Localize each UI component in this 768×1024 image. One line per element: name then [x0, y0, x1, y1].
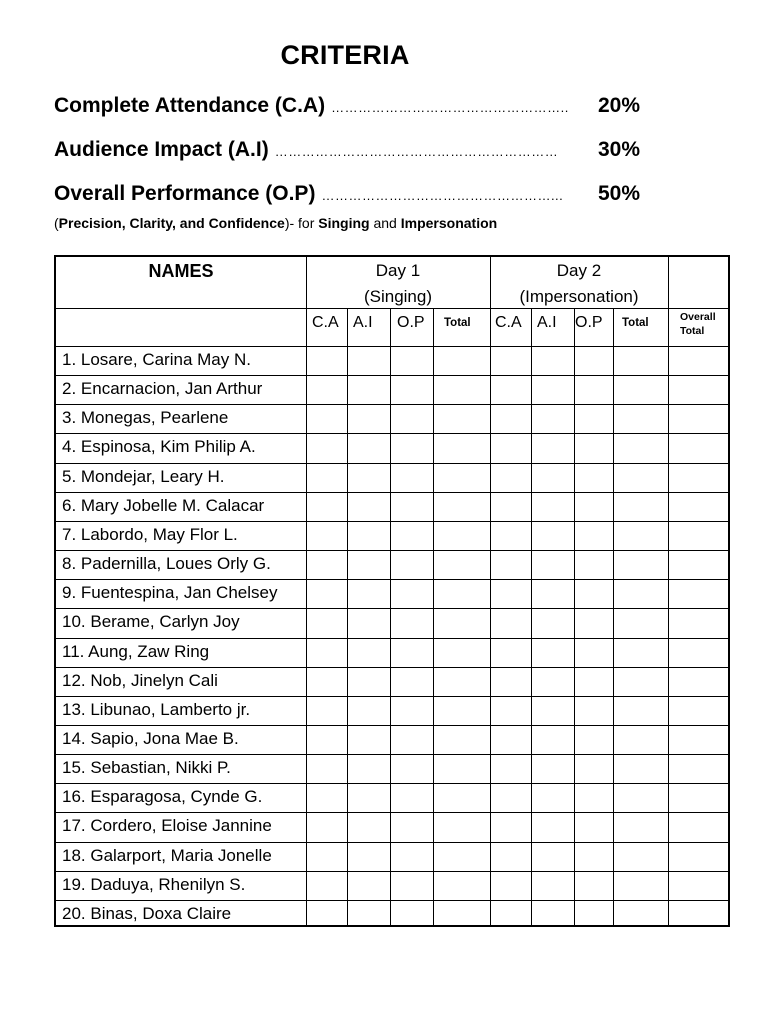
row-divider: [306, 433, 728, 434]
contestant-name: 17. Cordero, Eloise Jannine: [62, 816, 272, 835]
names-header: NAMES: [148, 261, 214, 281]
names-column-divider: [306, 257, 307, 925]
contestant-name: 2. Encarnacion, Jan Arthur: [62, 379, 263, 398]
row-divider: [306, 842, 728, 843]
row-divider: [56, 521, 306, 522]
day1-subcolumn-divider: [390, 308, 391, 925]
contestant-name: 13. Libunao, Lamberto jr.: [62, 700, 251, 719]
row-divider: [306, 404, 728, 405]
note-for: )- for: [284, 215, 319, 231]
criterion-label: Audience Impact (A.I): [54, 138, 269, 161]
row-divider: [56, 550, 306, 551]
contestant-name: 8. Padernilla, Loues Orly G.: [62, 554, 271, 573]
row-divider: [56, 375, 306, 376]
contestant-name: 6. Mary Jobelle M. Calacar: [62, 496, 265, 515]
row-divider: [56, 812, 306, 813]
day1-ai-header: A.I: [353, 314, 373, 331]
row-divider: [56, 608, 306, 609]
row-divider: [56, 900, 306, 901]
contestant-name: 11. Aung, Zaw Ring: [62, 642, 210, 661]
names-subheader-divider: [56, 346, 306, 347]
day2-total-header: Total: [622, 317, 649, 329]
day2-op-header: O.P: [575, 314, 603, 331]
note-open-paren: (: [54, 215, 59, 231]
leader-dots: ……………………………………………...: [321, 188, 564, 203]
overall-total-header: [668, 310, 730, 338]
note-event-impersonation: Impersonation: [400, 215, 498, 231]
total-label: Total: [680, 325, 705, 337]
day1-subcolumn-divider: [347, 308, 348, 925]
row-divider: [306, 812, 728, 813]
contestant-name: 14. Sapio, Jona Mae B.: [62, 729, 239, 748]
header-divider: [56, 308, 728, 309]
row-divider: [56, 404, 306, 405]
contestant-name: 3. Monegas, Pearlene: [62, 408, 229, 427]
row-divider: [306, 667, 728, 668]
row-divider: [306, 783, 728, 784]
contestant-name: 18. Galarport, Maria Jonelle: [62, 846, 272, 865]
contestant-name: 5. Mondejar, Leary H.: [62, 467, 225, 486]
contestant-name: 19. Daduya, Rhenilyn S.: [62, 875, 246, 894]
row-divider: [56, 433, 306, 434]
contestant-name: 15. Sebastian, Nikki P.: [62, 758, 231, 777]
row-divider: [306, 638, 728, 639]
criterion-percent: 50%: [597, 182, 640, 205]
row-divider: [306, 725, 728, 726]
leader-dots: ……………………………………………..: [331, 100, 569, 115]
criterion-complete-attendance: [54, 94, 640, 118]
row-divider: [306, 900, 728, 901]
row-divider: [56, 725, 306, 726]
contestant-name: 4. Espinosa, Kim Philip A.: [62, 437, 256, 456]
day1-subcolumn-divider: [433, 308, 434, 925]
criterion-label: Complete Attendance (C.A): [54, 94, 326, 117]
row-divider: [306, 463, 728, 464]
row-divider: [306, 375, 728, 376]
criterion-percent: 20%: [597, 94, 640, 117]
day1-op-header: O.P: [397, 314, 425, 331]
row-divider: [56, 783, 306, 784]
day2-header: [490, 258, 668, 310]
row-divider: [56, 842, 306, 843]
row-divider: [306, 696, 728, 697]
day2-ca-header: C.A: [495, 314, 522, 331]
row-divider: [56, 696, 306, 697]
row-divider: [56, 492, 306, 493]
page-title: CRITERIA: [280, 40, 410, 70]
overall-divider: [668, 257, 669, 925]
contestant-name: 7. Labordo, May Flor L.: [62, 525, 238, 544]
day2-subcolumn-divider: [531, 308, 532, 925]
day1-ca-header: C.A: [312, 314, 339, 331]
row-divider: [56, 638, 306, 639]
contestant-name: 1. Losare, Carina May N.: [62, 350, 251, 369]
leader-dots: ………………………………………………………: [274, 144, 559, 159]
day-divider: [490, 257, 491, 925]
day2-ai-header: A.I: [537, 314, 557, 331]
contestant-name: 20. Binas, Doxa Claire: [62, 904, 232, 923]
criterion-overall-performance: [54, 182, 640, 206]
day2-event: (Impersonation): [519, 287, 639, 306]
row-divider: [56, 754, 306, 755]
row-divider: [306, 754, 728, 755]
row-divider: [306, 550, 728, 551]
row-divider: [306, 579, 728, 580]
overall-label: Overall: [680, 311, 716, 323]
row-divider: [56, 667, 306, 668]
contestant-name: 12. Nob, Jinelyn Cali: [62, 671, 218, 690]
row-divider: [56, 579, 306, 580]
contestant-name: 10. Berame, Carlyn Joy: [62, 612, 240, 631]
day2-label: Day 2: [556, 261, 602, 280]
criterion-audience-impact: [54, 138, 640, 162]
row-divider: [56, 463, 306, 464]
score-table: [54, 255, 730, 927]
contestant-name: 9. Fuentespina, Jan Chelsey: [62, 583, 278, 602]
note-criteria-terms: Precision, Clarity, and Confidence: [58, 215, 285, 231]
day1-total-header: Total: [444, 317, 471, 329]
day1-event: (Singing): [363, 287, 433, 306]
day2-subcolumn-divider: [574, 308, 575, 925]
row-divider: [56, 871, 306, 872]
day1-label: Day 1: [375, 261, 421, 280]
row-divider: [306, 871, 728, 872]
row-divider: [306, 492, 728, 493]
subheader-divider: [306, 346, 728, 347]
row-divider: [306, 521, 728, 522]
criterion-label: Overall Performance (O.P): [54, 182, 316, 205]
row-divider: [306, 608, 728, 609]
day1-header: [306, 258, 490, 310]
contestant-name: 16. Esparagosa, Cynde G.: [62, 787, 263, 806]
note-and: and: [369, 215, 401, 231]
note-event-singing: Singing: [318, 215, 370, 231]
day2-subcolumn-divider: [613, 308, 614, 925]
criteria-note: [54, 215, 497, 231]
criterion-percent: 30%: [597, 138, 640, 161]
